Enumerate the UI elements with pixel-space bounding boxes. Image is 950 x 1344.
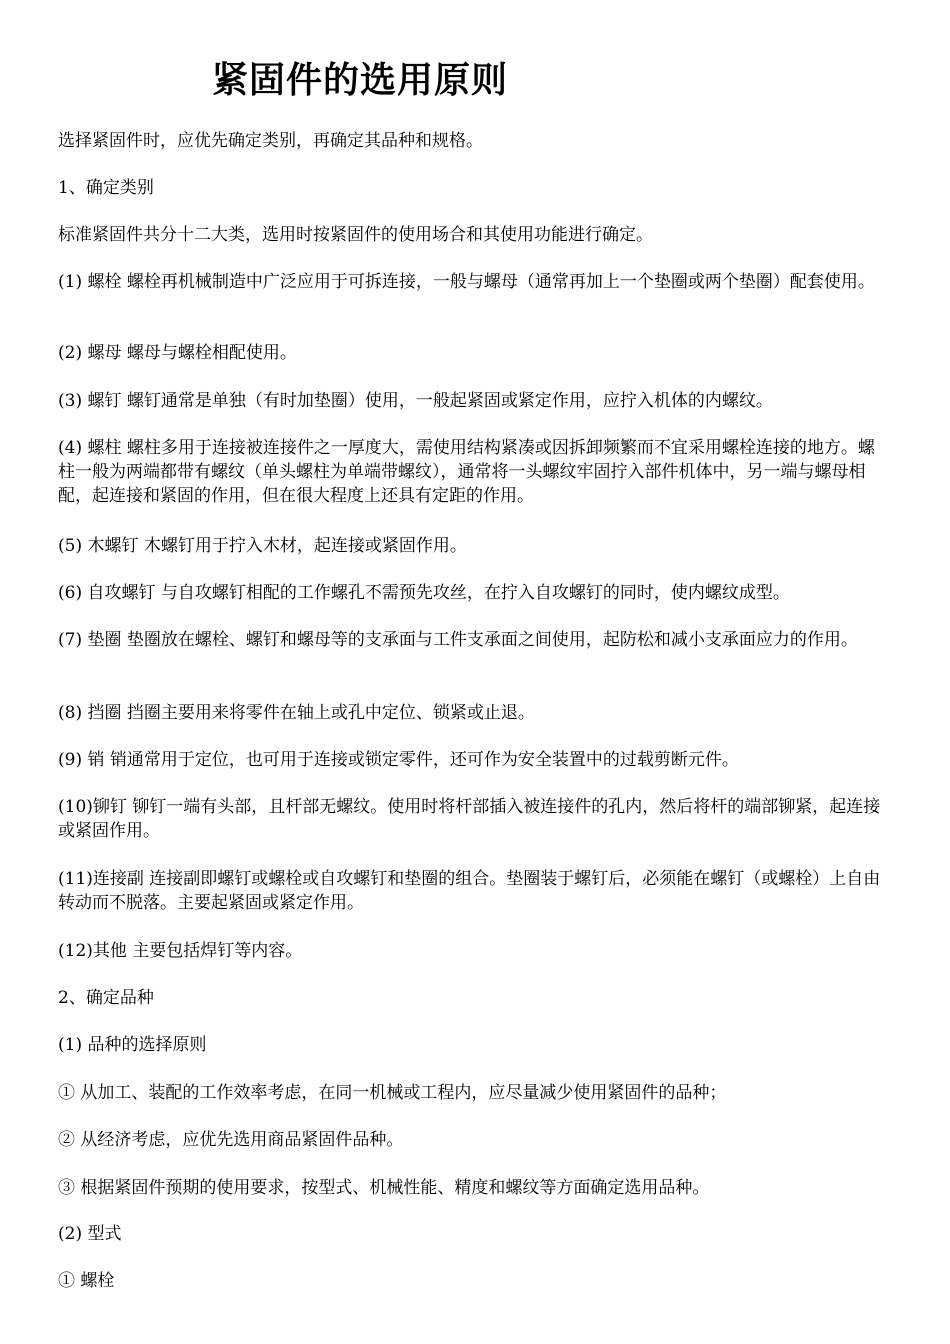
category-item-assembly: (11)连接副 连接副即螺钉或螺栓或自攻螺钉和垫圈的组合。垫圈装于螺钉后，必须能在螺钉（或螺栓）上自由转动而不脱落。主要起紧固或紧定作用。	[58, 869, 881, 913]
category-item-retaining-ring: (8) 挡圈 挡圈主要用来将零件在轴上或孔中定位、锁紧或止退。	[58, 703, 535, 723]
document-title: 紧固件的选用原则	[212, 60, 509, 101]
intro-paragraph: 选择紧固件时，应优先确定类别，再确定其品种和规格。	[58, 131, 483, 151]
subsection-heading-principles: (1) 品种的选择原则	[58, 1035, 207, 1055]
type-item-bolt: ① 螺栓	[58, 1271, 115, 1291]
category-item-bolt: (1) 螺栓 螺栓再机械制造中广泛应用于可拆连接，一般与螺母（通常再加上一个垫圈或两个垫圈）配套使用。	[58, 272, 875, 292]
principle-item-3: ③ 根据紧固件预期的使用要求，按型式、机械性能、精度和螺纹等方面确定选用品种。	[58, 1178, 710, 1198]
category-intro-paragraph: 标准紧固件共分十二大类，选用时按紧固件的使用场合和其使用功能进行确定。	[58, 225, 653, 245]
section-heading-variety: 2、确定品种	[58, 988, 154, 1008]
category-item-wood-screw: (5) 木螺钉 木螺钉用于拧入木材，起连接或紧固作用。	[58, 536, 467, 556]
category-item-other: (12)其他 主要包括焊钉等内容。	[58, 941, 303, 961]
category-item-pin: (9) 销 销通常用于定位，也可用于连接或锁定零件，还可作为安全装置中的过载剪断元件。	[58, 750, 739, 770]
category-item-washer: (7) 垫圈 垫圈放在螺栓、螺钉和螺母等的支承面与工件支承面之间使用，起防松和减小支承面应力的作用。	[58, 630, 858, 650]
principle-item-1: ① 从加工、装配的工作效率考虑，在同一机械或工程内，应尽量减少使用紧固件的品种；	[58, 1083, 727, 1103]
category-item-screw: (3) 螺钉 螺钉通常是单独（有时加垫圈）使用，一般起紧固或紧定作用，应拧入机体的内螺纹。	[58, 391, 773, 411]
category-item-tapping-screw: (6) 自攻螺钉 与自攻螺钉相配的工作螺孔不需预先攻丝，在拧入自攻螺钉的同时，使内螺纹成型。	[58, 583, 790, 603]
section-heading-category: 1、确定类别	[58, 178, 154, 198]
principle-item-2: ② 从经济考虑，应优先选用商品紧固件品种。	[58, 1130, 404, 1150]
category-item-nut: (2) 螺母 螺母与螺栓相配使用。	[58, 343, 297, 363]
category-item-stud: (4) 螺柱 螺柱多用于连接被连接件之一厚度大，需使用结构紧凑或因拆卸频繁而不宜采用螺栓连接的地方。螺柱一般为两端都带有螺纹（单头螺柱为单端带螺纹），通常将一头螺纹牢固拧入部件机体中，另一端与螺母相配，起连接和紧固的作用，但在很大程度上还具有定距的作用。	[58, 438, 875, 506]
subsection-heading-type: (2) 型式	[58, 1224, 122, 1244]
category-item-rivet: (10)铆钉 铆钉一端有头部，且杆部无螺纹。使用时将杆部插入被连接件的孔内，然后将杆的端部铆紧，起连接或紧固作用。	[58, 797, 881, 841]
